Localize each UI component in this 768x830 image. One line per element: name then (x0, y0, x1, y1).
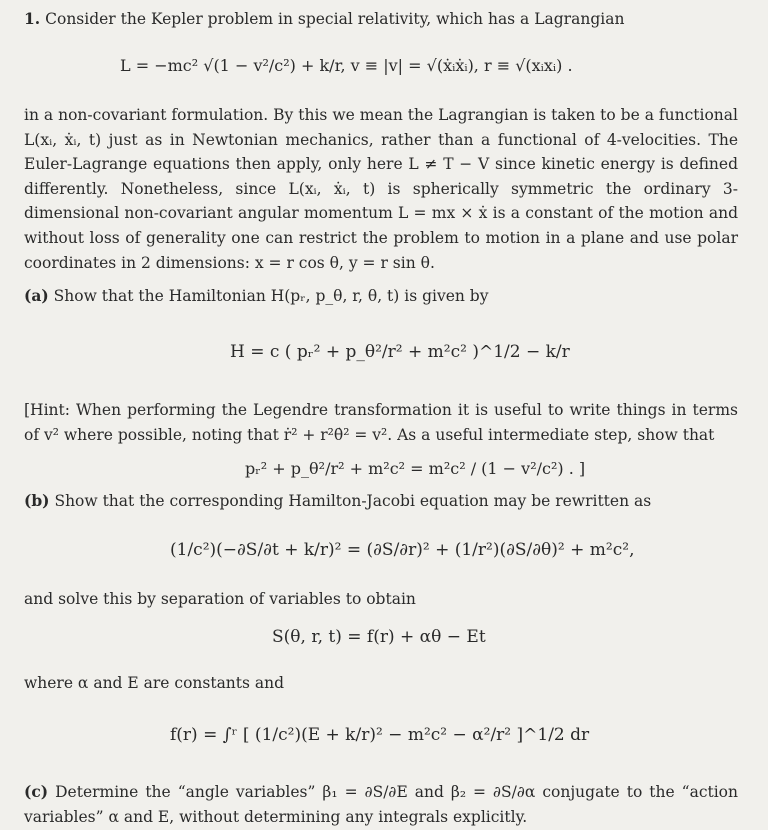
hamiltonian-equation (230, 342, 570, 362)
hint-text: [Hint: When performing the Legendre transformation it is useful to write things in terms of v² where possible, noting that ṙ² + r²θ̇² = v². As a useful intermediate step, show that (24, 401, 738, 444)
separation-text: and solve this by separation of variables to obtain (24, 590, 416, 608)
hint-equation (245, 459, 585, 478)
part-a-label: (a) (24, 286, 49, 305)
where-text-line (24, 674, 284, 692)
part-a-text: Show that the Hamiltonian H(pᵣ, p_θ, r, θ, t) is given by (53, 287, 489, 305)
part-b-label: (b) (24, 491, 50, 510)
part-b-text: Show that the corresponding Hamilton-Jacobi equation may be rewritten as (54, 492, 652, 510)
part-c-label: (c) (24, 782, 49, 801)
part-c-paragraph (24, 780, 738, 829)
f-of-r-equation (170, 725, 589, 745)
action-equation (272, 627, 486, 647)
hamilton-jacobi-equation-text: (1/c²)(−∂S/∂t + k/r)² = (∂S/∂r)² + (1/r²)(∂S/∂θ)² + m²c², (170, 540, 635, 560)
hamiltonian-equation-text: H = c ( pᵣ² + p_θ²/r² + m²c² )^1/2 − k/r (230, 342, 570, 362)
hint-paragraph (24, 398, 738, 447)
intro-paragraph (24, 103, 738, 275)
hamilton-jacobi-equation (170, 540, 634, 560)
f-of-r-equation-text: f(r) = ∫ʳ [ (1/c²)(E + k/r)² − m²c² − α²/r² ]^1/2 dr (170, 725, 590, 745)
part-a-line (24, 286, 489, 305)
separation-text-line (24, 590, 416, 608)
intro-paragraph-text: in a non-covariant formulation. By this we mean the Lagrangian is taken to be a functional L(xᵢ, ẋᵢ, t) just as in Newtonian mechanics, rather than a functional of 4-velocities. The Euler-Lagrange equations then apply, only here L ≠ T − V since kinetic energy is defined differently. Nonetheless, since L(xᵢ, ẋᵢ, t) is spherically symmetric the ordinary 3-dimensional non-covariant angular momentum L = mx × ẋ is a constant of the motion and without loss of generality one can restrict the problem to motion in a plane and use polar coordinates in 2 dimensions: x = r cos θ, y = r sin θ. (24, 106, 738, 272)
where-text: where α and E are constants and (24, 674, 285, 692)
action-equation-text: S(θ, r, t) = f(r) + αθ − Et (272, 627, 486, 647)
problem-intro-line (24, 9, 624, 28)
part-b-line (24, 491, 651, 510)
problem-number: 1. (24, 9, 41, 28)
lagrangian-equation-text: L = −mc² √(1 − v²/c²) + k/r, v ≡ |v| = √(ẋᵢẋᵢ), r ≡ √(xᵢxᵢ) . (120, 56, 573, 75)
problem-intro: Consider the Kepler problem in special relativity, which has a Lagrangian (45, 10, 625, 28)
lagrangian-equation (120, 56, 573, 75)
hint-equation-text: pᵣ² + p_θ²/r² + m²c² = m²c² / (1 − v²/c²) . ] (245, 459, 586, 478)
part-c-text: Determine the “angle variables” β₁ = ∂S/∂E and β₂ = ∂S/∂α conjugate to the “action variables” α and E, without determining any integrals explicitly. (24, 783, 738, 826)
